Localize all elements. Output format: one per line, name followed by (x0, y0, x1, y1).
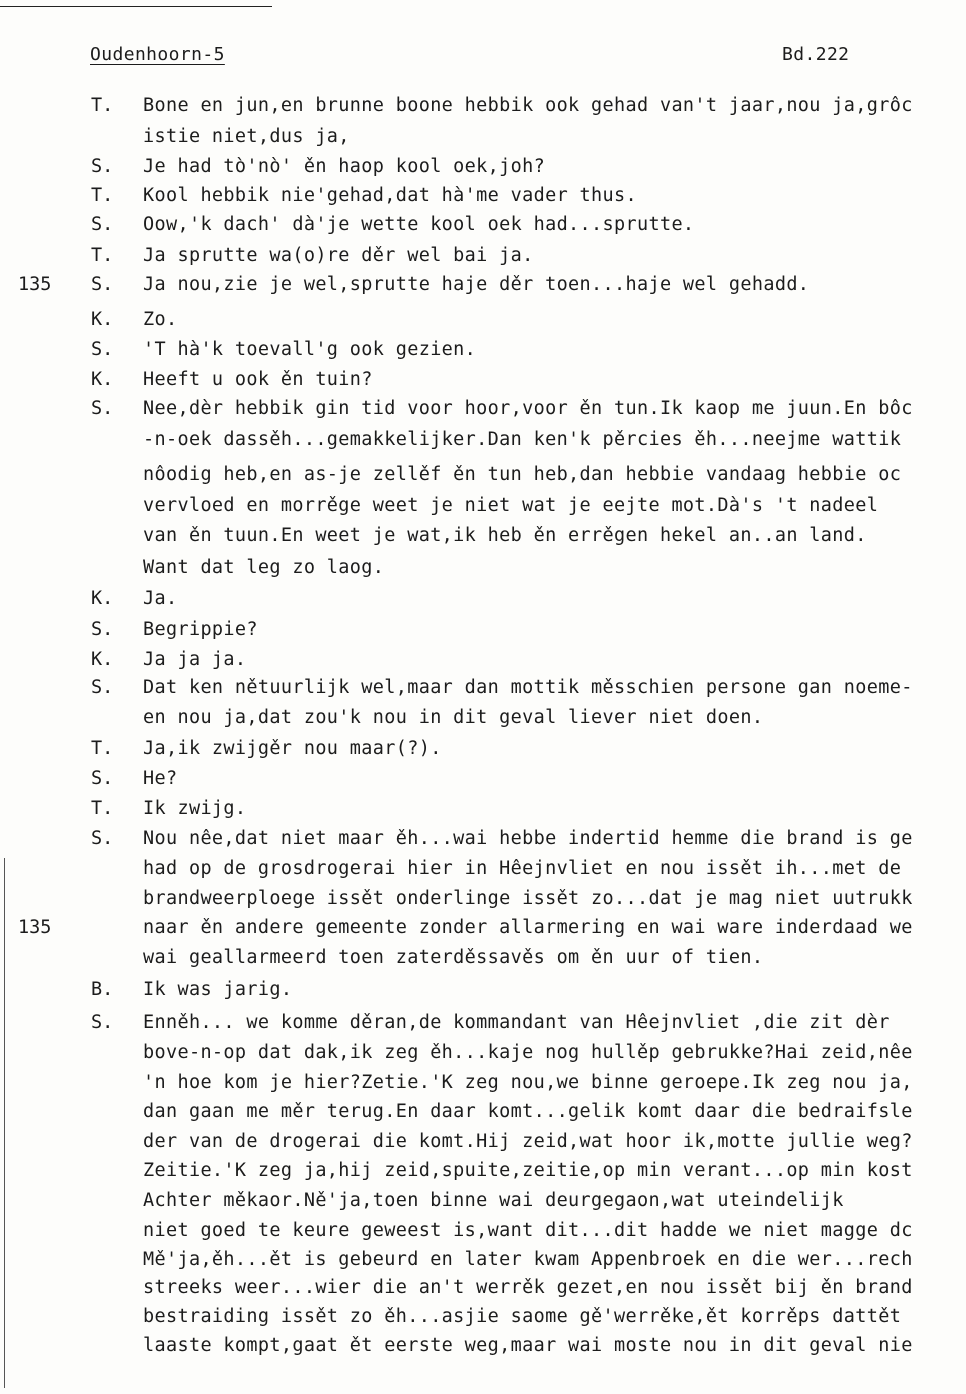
speaker-label: T. (91, 185, 114, 206)
transcript-line (0, 824, 966, 854)
line-text: Zo. (143, 309, 178, 330)
line-text: Ja. (143, 588, 178, 609)
line-text: brandweerploege issět onderlinge issět zo...dat je mag niet uutrukk (143, 888, 913, 909)
line-text: Ik zwijg. (143, 798, 247, 819)
line-text: 'T hà'k toevall'g ook gezien. (143, 339, 477, 360)
line-text: Ja nou,zie je wel,sprutte haje děr toen...haje wel gehadd. (143, 274, 810, 295)
transcript-line (0, 491, 966, 521)
top-rule (0, 6, 272, 7)
transcript-line (0, 1186, 966, 1216)
transcript-line (0, 553, 966, 583)
transcript-line (0, 975, 966, 1005)
line-text: Ik was jarig. (143, 979, 293, 1000)
line-text: Want dat leg zo laog. (143, 557, 385, 578)
line-text: bestraiding issět zo ěh...asjie saome gě'werrěke,ět korrěps dattět (143, 1306, 902, 1327)
speaker-label: S. (91, 1012, 114, 1033)
transcript-line (0, 943, 966, 973)
speaker-label: S. (91, 768, 114, 789)
line-text: Nou nêe,dat niet maar ěh...wai hebbe indertid hemme die brand is ge (143, 828, 913, 849)
line-number: 135 (18, 917, 52, 938)
speaker-label: T. (91, 245, 114, 266)
speaker-label: T. (91, 738, 114, 759)
transcript-line (0, 394, 966, 424)
speaker-label: K. (91, 369, 114, 390)
transcript-line (0, 241, 966, 271)
transcript-line (0, 1156, 966, 1186)
line-text: Bone en jun,en brunne boone hebbik ook gehad van't jaar,nou ja,grôc (143, 95, 913, 116)
transcript-line (0, 1273, 966, 1303)
transcript-line (0, 181, 966, 211)
transcript-line (0, 854, 966, 884)
speaker-label: S. (91, 339, 114, 360)
transcript-line (0, 1245, 966, 1275)
line-text: had op de grosdrogerai hier in Hêejnvliet en nou issět ih...met de (143, 858, 902, 879)
line-text: Ja,ik zwijgěr nou maar(?). (143, 738, 442, 759)
speaker-label: S. (91, 677, 114, 698)
line-text: en nou ja,dat zou'k nou in dit geval liever niet doen. (143, 707, 764, 728)
line-text: wai geallarmeerd toen zaterděssavěs om ěn uur of tien. (143, 947, 764, 968)
line-text: He? (143, 768, 178, 789)
transcript-line (0, 460, 966, 490)
line-number: 135 (18, 274, 52, 295)
line-text: Ja ja ja. (143, 649, 247, 670)
transcript-line (0, 584, 966, 614)
transcript-line (0, 673, 966, 703)
line-text: Nee,dèr hebbik gin tid voor hoor,voor ěn tun.Ik kaop me juun.En bôc (143, 398, 913, 419)
line-text: Heeft u ook ěn tuin? (143, 369, 373, 390)
speaker-label: S. (91, 619, 114, 640)
line-text: niet goed te keure geweest is,want dit...dit hadde we niet magge dc (143, 1220, 913, 1241)
speaker-label: S. (91, 398, 114, 419)
line-text: Dat ken nětuurlijk wel,maar dan mottik měsschien persone gan noeme- (143, 677, 913, 698)
speaker-label: K. (91, 309, 114, 330)
transcript-line (0, 1038, 966, 1068)
transcript-line (0, 764, 966, 794)
transcript-line (0, 305, 966, 335)
line-text: van ěn tuun.En weet je wat,ik heb ěn errěgen hekel an..an land. (143, 525, 867, 546)
transcript-line (0, 1302, 966, 1332)
speaker-label: K. (91, 649, 114, 670)
transcript-line (0, 521, 966, 551)
document-id: Oudenhoorn-5 (90, 44, 225, 65)
line-text: bove-n-op dat dak,ik zeg ěh...kaje nog hullěp gebrukke?Hai zeid,nêe (143, 1042, 913, 1063)
transcript-line (0, 210, 966, 240)
transcript-line (0, 1127, 966, 1157)
transcript-line (0, 335, 966, 365)
line-text: dan gaan me měr terug.En daar komt...gelik komt daar die bedraifsle (143, 1101, 913, 1122)
transcript-line (0, 270, 966, 300)
transcript-line (0, 645, 966, 675)
line-text: streeks weer...wier die an't werrěk gezet,en nou issět bij ěn brand (143, 1277, 913, 1298)
speaker-label: T. (91, 798, 114, 819)
line-text: Ja sprutte wa(o)re děr wel bai ja. (143, 245, 534, 266)
line-text: Begrippie? (143, 619, 258, 640)
speaker-label: B. (91, 979, 114, 1000)
transcript-line (0, 425, 966, 455)
line-text: Oow,'k dach' dà'je wette kool oek had...sprutte. (143, 214, 695, 235)
speaker-label: S. (91, 274, 114, 295)
line-text: der van de drogerai die komt.Hij zeid,wat hoor ik,motte jullie weg? (143, 1131, 913, 1152)
transcript-line (0, 365, 966, 395)
transcript-line (0, 703, 966, 733)
transcript-line (0, 794, 966, 824)
line-text: vervloed en morrěge weet je niet wat je eejte mot.Dà's 't nadeel (143, 495, 879, 516)
speaker-label: K. (91, 588, 114, 609)
transcript-line (0, 1097, 966, 1127)
line-text: Je had tò'nò' ěn haop kool oek,joh? (143, 156, 546, 177)
line-text: Kool hebbik nie'gehad,dat hà'me vader thus. (143, 185, 637, 206)
transcript-line (0, 615, 966, 645)
line-text: nôodig heb,en as-je zellěf ěn tun heb,dan hebbie vandaag hebbie oc (143, 464, 902, 485)
transcript-line (0, 1068, 966, 1098)
line-text: 'n hoe kom je hier?Zetie.'K zeg nou,we binne geroepe.Ik zeg nou ja, (143, 1072, 913, 1093)
transcript-line (0, 1216, 966, 1246)
speaker-label: S. (91, 156, 114, 177)
transcript-line (0, 91, 966, 121)
page-reference: Bd.222 (782, 44, 850, 65)
transcript-line (0, 122, 966, 152)
transcript-line (0, 152, 966, 182)
line-text: istie niet,dus ja, (143, 126, 350, 147)
transcript-line (0, 913, 966, 943)
line-text: -n-oek dassěh...gemakkelijker.Dan ken'k pěrcies ěh...neejme wattik (143, 429, 902, 450)
transcript-line (0, 884, 966, 914)
line-text: Mě'ja,ěh...ět is gebeurd en later kwam Appenbroek en die wer...rech (143, 1249, 913, 1270)
line-text: naar ěn andere gemeente zonder allarmering en wai ware inderdaad we (143, 917, 913, 938)
line-text: laaste kompt,gaat ět eerste weg,maar wai moste nou in dit geval nie (143, 1335, 913, 1356)
transcript-line (0, 1008, 966, 1038)
line-text: Achter měkaor.Ně'ja,toen binne wai deurgegaon,wat uteindelijk (143, 1190, 844, 1211)
transcript-line (0, 734, 966, 764)
speaker-label: T. (91, 95, 114, 116)
speaker-label: S. (91, 828, 114, 849)
line-text: Enněh... we komme děran,de kommandant van Hêejnvliet ,die zit dèr (143, 1012, 890, 1033)
line-text: Zeitie.'K zeg ja,hij zeid,spuite,zeitie,op min verant...op min kost (143, 1160, 913, 1181)
speaker-label: S. (91, 214, 114, 235)
transcript-line (0, 1331, 966, 1361)
